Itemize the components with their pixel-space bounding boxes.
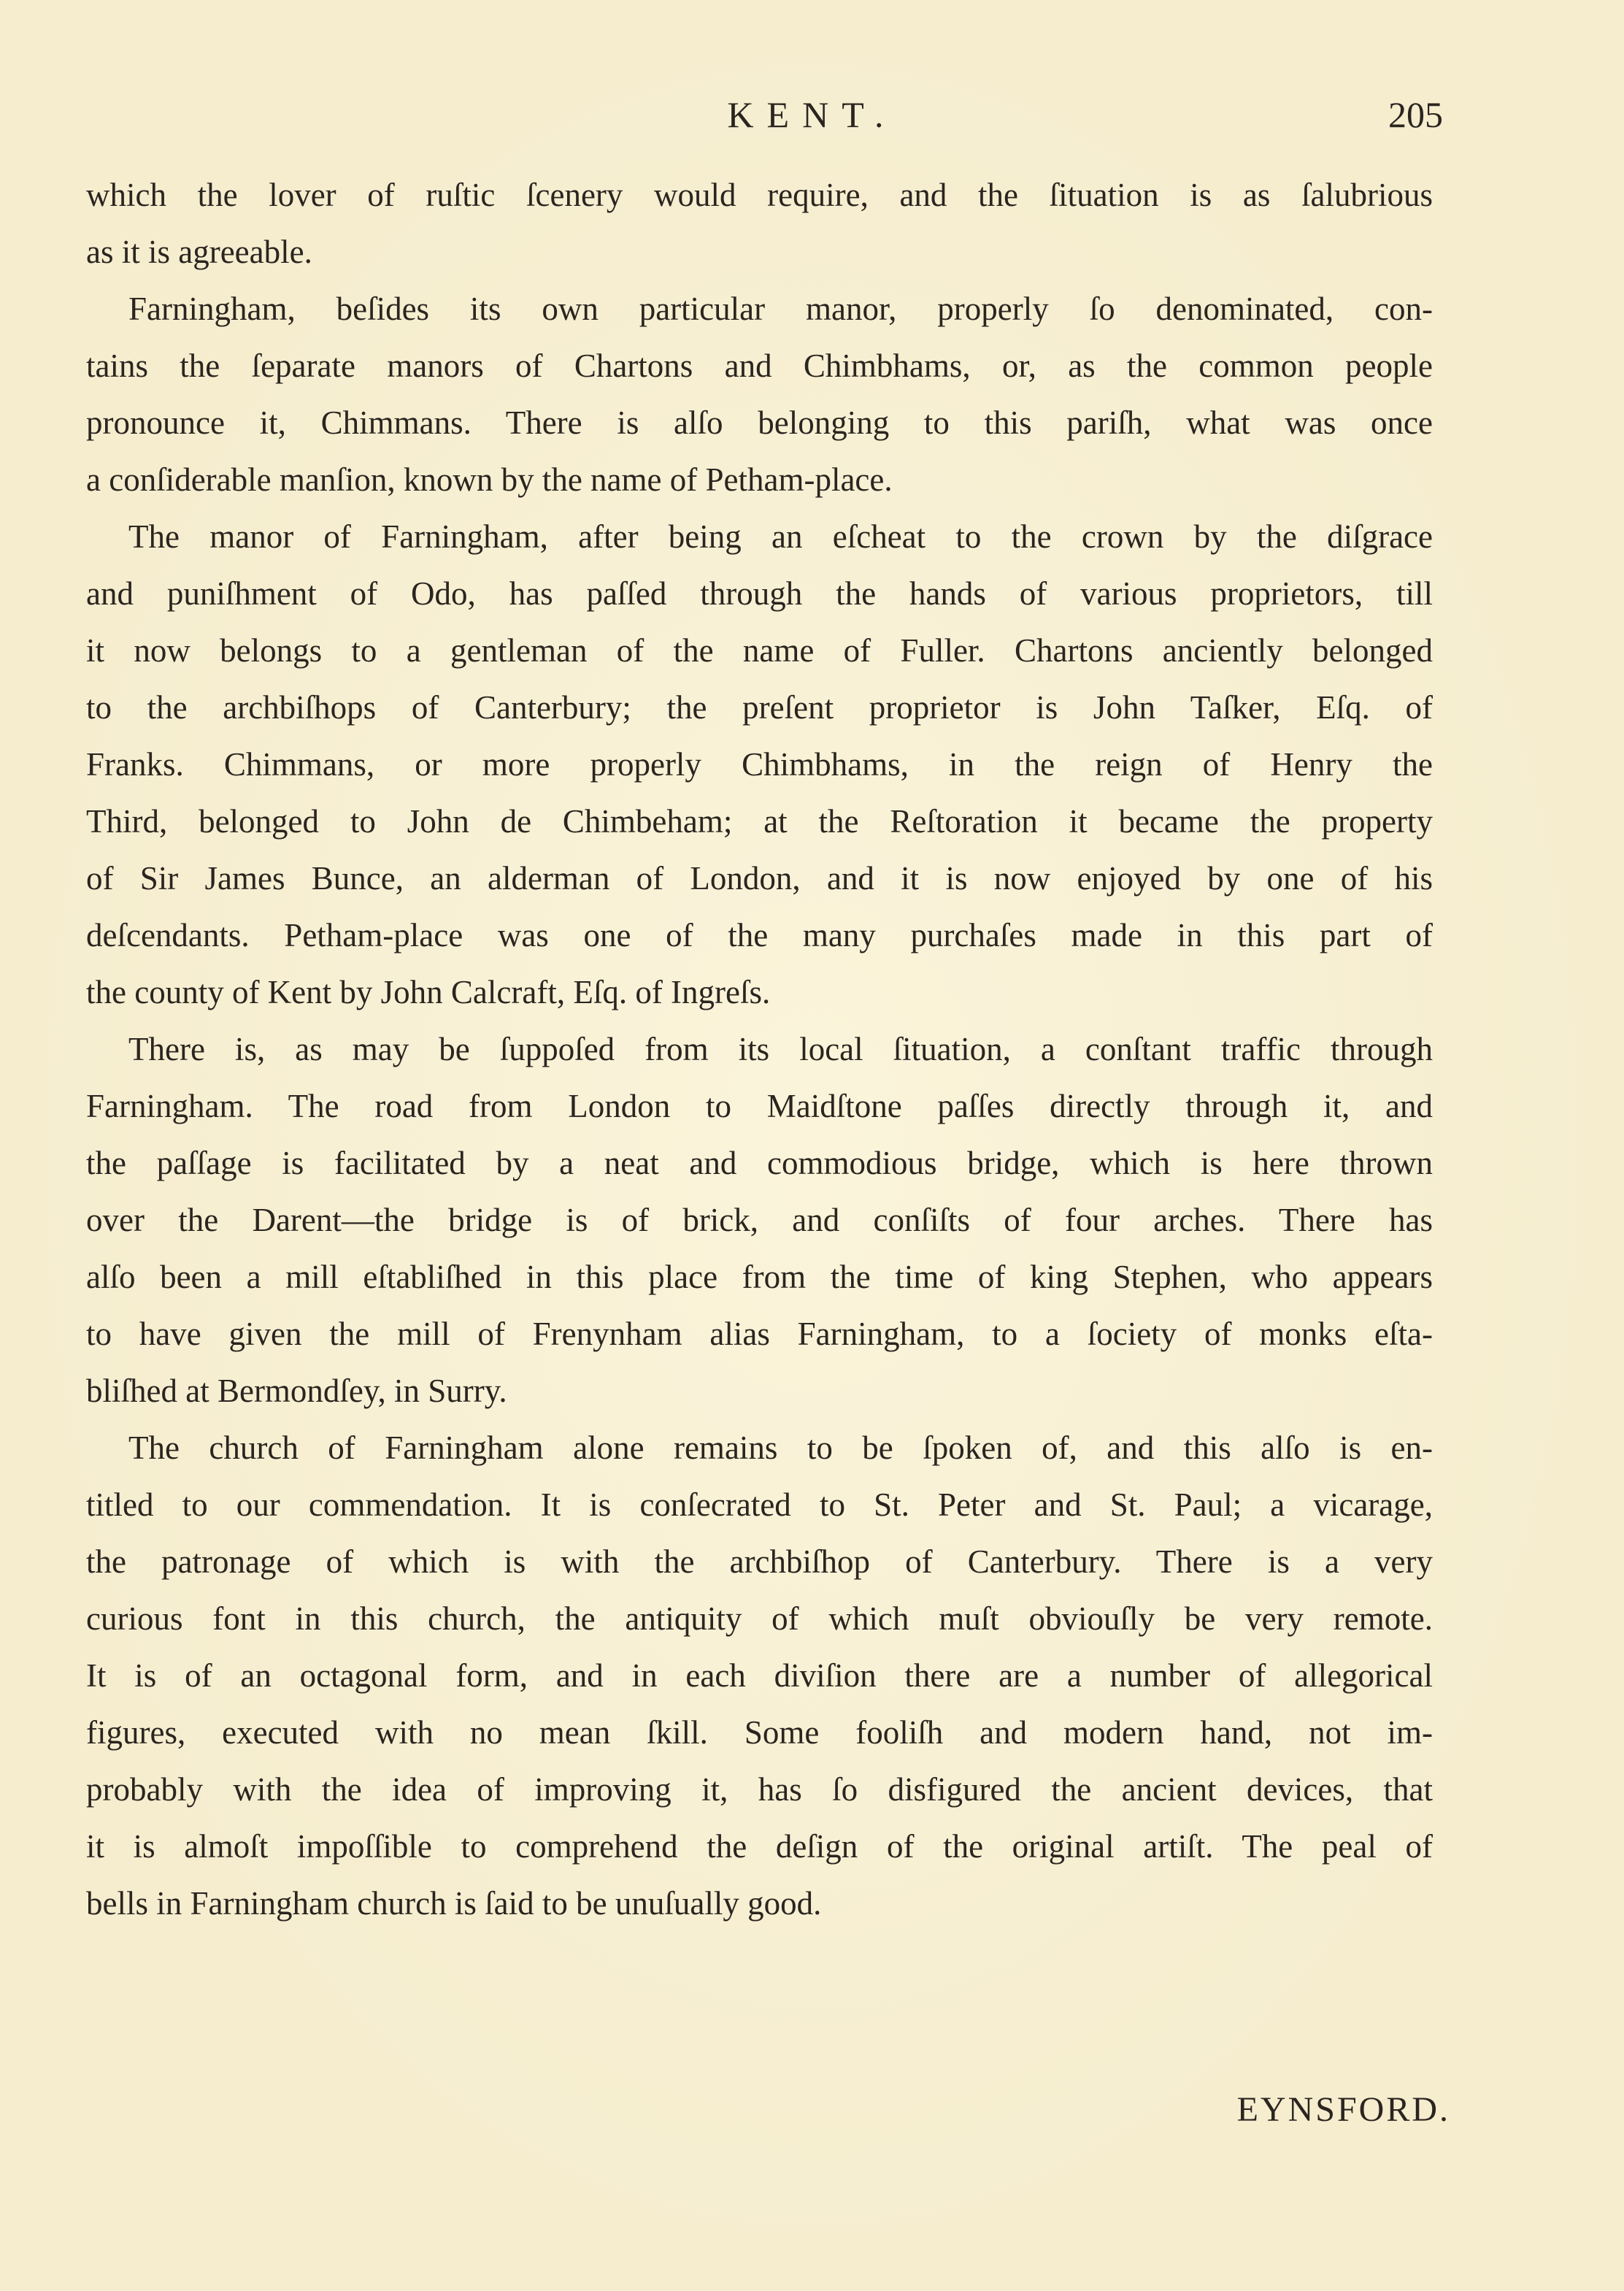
text-line: figures, executed with no mean ſkill. Some fooliſh and modern hand, not im- bbox=[86, 1714, 1433, 1751]
text-line: over the Darent—the bridge is of brick, and conſiſts of four arches. There has bbox=[86, 1202, 1433, 1238]
body-text bbox=[86, 166, 1433, 1932]
text-line: deſcendants. Petham-place was one of the many purchaſes made in this part of bbox=[86, 917, 1433, 953]
paragraph-start-line: There is, as may be ſuppoſed from its local ſituation, a conſtant traffic through bbox=[128, 1031, 1433, 1067]
text-line: the patronage of which is with the archbiſhop of Canterbury. There is a very bbox=[86, 1543, 1433, 1580]
text-line: tains the ſeparate manors of Chartons and Chimbhams, or, as the common people bbox=[86, 348, 1433, 384]
paragraph-start-line: The church of Farningham alone remains to be ſpoken of, and this alſo is en- bbox=[128, 1430, 1433, 1466]
text-line: alſo been a mill eſtabliſhed in this place from the time of king Stephen, who appears bbox=[86, 1259, 1433, 1295]
text-line: probably with the idea of improving it, has ſo disfigured the ancient devices, that bbox=[86, 1771, 1433, 1808]
text-line: Franks. Chimmans, or more properly Chimbhams, in the reign of Henry the bbox=[86, 746, 1433, 783]
text-line: it now belongs to a gentleman of the name of Fuller. Chartons anciently belonged bbox=[86, 632, 1433, 669]
text-line: the paſſage is facilitated by a neat and commodious bridge, which is here thrown bbox=[86, 1145, 1433, 1181]
running-head: KENT. bbox=[727, 94, 897, 135]
text-line: the county of Kent by John Calcraft, Eſq. of Ingreſs. bbox=[86, 974, 771, 1010]
text-line: to have given the mill of Frenynham alias Farningham, to a ſociety of monks eſta- bbox=[86, 1316, 1433, 1352]
text-line: it is almoſt impoſſible to comprehend the deſign of the original artiſt. The peal of bbox=[86, 1828, 1433, 1865]
text-line: as it is agreeable. bbox=[86, 234, 312, 270]
paragraph-start-line: Farningham, beſides its own particular manor, properly ſo denominated, con- bbox=[128, 291, 1433, 327]
text-line: curious font in this church, the antiquity of which muſt obviouſly be very remote. bbox=[86, 1600, 1433, 1637]
text-line: to the archbiſhops of Canterbury; the preſent proprietor is John Taſker, Eſq. of bbox=[86, 689, 1433, 726]
text-line: and puniſhment of Odo, has paſſed through the hands of various proprietors, till bbox=[86, 575, 1433, 612]
paragraph-start-line: The manor of Farningham, after being an eſcheat to the crown by the diſgrace bbox=[128, 518, 1433, 555]
page-number: 205 bbox=[1388, 94, 1443, 135]
text-line: a conſiderable manſion, known by the name of Petham-place. bbox=[86, 461, 893, 498]
text-line: which the lover of ruſtic ſcenery would require, and the ſituation is as ſalubrious bbox=[86, 177, 1433, 213]
text-line: It is of an octagonal form, and in each diviſion there are a number of allegorical bbox=[86, 1657, 1433, 1694]
text-line: pronounce it, Chimmans. There is alſo belonging to this pariſh, what was once bbox=[86, 404, 1433, 441]
text-line: bells in Farningham church is ſaid to be unuſually good. bbox=[86, 1885, 822, 1922]
page-header bbox=[0, 93, 1624, 145]
text-line: Farningham. The road from London to Maidſtone paſſes directly through it, and bbox=[86, 1088, 1433, 1124]
text-line: Third, belonged to John de Chimbeham; at the Reſtoration it became the property bbox=[86, 803, 1433, 840]
text-line: of Sir James Bunce, an alderman of London, and it is now enjoyed by one of his bbox=[86, 860, 1433, 897]
text-line: titled to our commendation. It is conſecrated to St. Peter and St. Paul; a vicarage, bbox=[86, 1486, 1433, 1523]
catchword: EYNSFORD. bbox=[1236, 2090, 1450, 2129]
text-line: bliſhed at Bermondſey, in Surry. bbox=[86, 1373, 507, 1409]
